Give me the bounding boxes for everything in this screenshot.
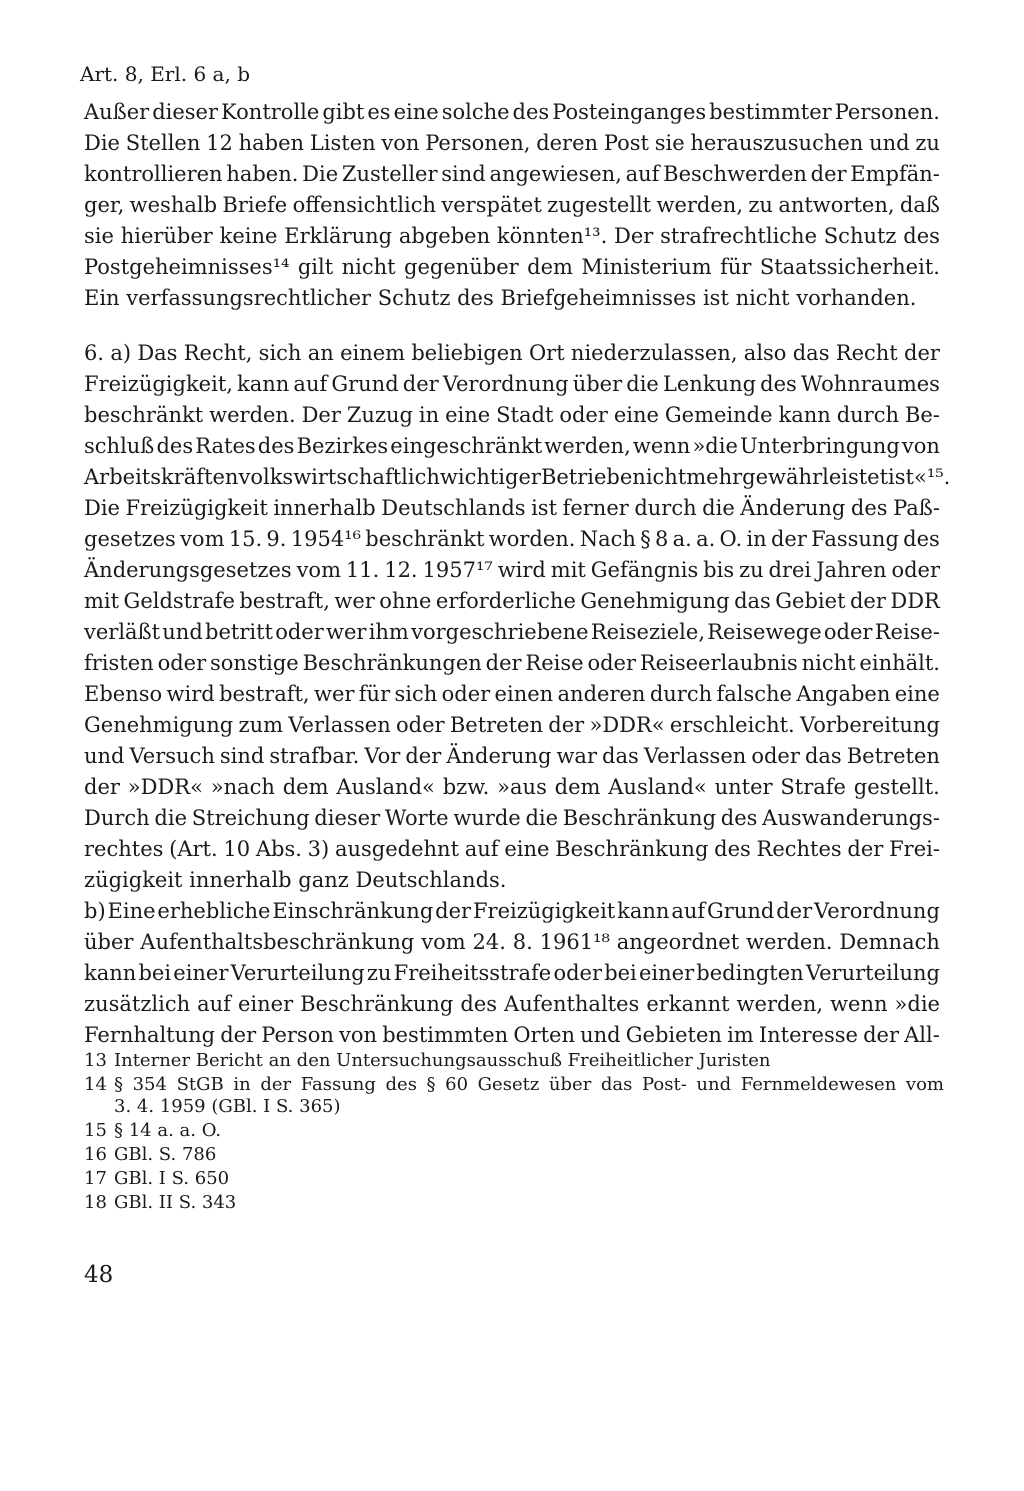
footnote-text: Interner Bericht an den Untersuchungsausschuß Freiheitlicher Juristen xyxy=(114,1050,771,1071)
text-line: zusätzlich auf einer Beschränkung des Aufenthaltes erkannt werden, wenn »die xyxy=(84,992,940,1016)
footnote xyxy=(84,1168,944,1190)
text-line: ger, weshalb Briefe offensichtlich verspätet zugestellt werden, zu antworten, daß xyxy=(84,193,940,217)
text-line: über Aufenthaltsbeschränkung vom 24. 8. 1961¹⁸ angeordnet werden. Demnach xyxy=(84,930,940,954)
page-number: 48 xyxy=(84,1262,114,1288)
footnotes xyxy=(84,1050,944,1216)
text-line: mit Geldstrafe bestraft, wer ohne erforderliche Genehmigung das Gebiet der DDR xyxy=(84,589,940,613)
text-line: Durch die Streichung dieser Worte wurde die Beschränkung des Auswanderungs- xyxy=(84,806,940,830)
text-line: Ein verfassungsrechtlicher Schutz des Briefgeheimnisses ist nicht vorhanden. xyxy=(84,286,917,310)
footnote-number: 16 xyxy=(84,1144,107,1165)
footnote-text: § 14 a. a. O. xyxy=(114,1120,222,1141)
footnote xyxy=(84,1120,944,1142)
footnote xyxy=(84,1144,944,1166)
text-line: Fernhaltung der Person von bestimmten Orten und Gebieten im Interesse der All- xyxy=(84,1023,940,1047)
text-line: Außer dieser Kontrolle gibt es eine solche des Posteinganges bestimmter Personen. xyxy=(84,100,940,124)
text-line: b) Eine erhebliche Einschränkung der Freizügigkeit kann auf Grund der Verordnung xyxy=(84,899,940,923)
footnote-number: 15 xyxy=(84,1120,107,1141)
section-6 xyxy=(84,338,951,1051)
footnote-number: 18 xyxy=(84,1192,107,1213)
text-line: Änderungsgesetzes vom 11. 12. 1957¹⁷ wird mit Gefängnis bis zu drei Jahren oder xyxy=(84,558,940,582)
footnote-text: GBl. II S. 343 xyxy=(114,1192,237,1213)
text-line: 6. a) Das Recht, sich an einem beliebigen Ort niederzulassen, also das Recht der xyxy=(84,341,940,365)
text-line: Arbeitskräften volkswirtschaftlich wichtiger Betriebe nicht mehr gewährleistet ist«¹⁵. xyxy=(84,465,951,489)
footnote-number: 13 xyxy=(84,1050,107,1071)
text-line: zügigkeit innerhalb ganz Deutschlands. xyxy=(84,868,507,892)
footnote-text: 3. 4. 1959 (GBl. I S. 365) xyxy=(114,1096,341,1117)
text-line: und Versuch sind strafbar. Vor der Änderung war das Verlassen oder das Betreten xyxy=(84,744,940,768)
running-head: Art. 8, Erl. 6 a, b xyxy=(80,62,250,86)
lead-paragraph xyxy=(84,97,940,314)
text-line: Postgeheimnisses¹⁴ gilt nicht gegenüber dem Ministerium für Staatssicherheit. xyxy=(84,255,940,279)
footnote-text: GBl. I S. 650 xyxy=(114,1168,230,1189)
text-line: Ebenso wird bestraft, wer für sich oder einen anderen durch falsche Angaben eine xyxy=(84,682,940,706)
footnote xyxy=(84,1050,944,1072)
text-line: sie hierüber keine Erklärung abgeben könnten¹³. Der strafrechtliche Schutz des xyxy=(84,224,940,248)
footnote xyxy=(84,1192,944,1214)
text-line: der »DDR« »nach dem Ausland« bzw. »aus dem Ausland« unter Strafe gestellt. xyxy=(84,775,940,799)
text-line: rechtes (Art. 10 Abs. 3) ausgedehnt auf eine Beschränkung des Rechtes der Frei- xyxy=(84,837,940,861)
text-line: beschränkt werden. Der Zuzug in eine Stadt oder eine Gemeinde kann durch Be- xyxy=(84,403,940,427)
text-line: Die Freizügigkeit innerhalb Deutschlands ist ferner durch die Änderung des Paß- xyxy=(84,496,940,520)
text-line: gesetzes vom 15. 9. 1954¹⁶ beschränkt worden. Nach § 8 a. a. O. in der Fassung des xyxy=(84,527,940,551)
text-line: kontrollieren haben. Die Zusteller sind angewiesen, auf Beschwerden der Empfän- xyxy=(84,162,940,186)
text-line: kann bei einer Verurteilung zu Freiheitsstrafe oder bei einer bedingten Verurteilung xyxy=(84,961,940,985)
footnote-text: § 354 StGB in der Fassung des § 60 Gesetz über das Post- und Fernmeldewesen vom xyxy=(114,1074,944,1095)
text-line: fristen oder sonstige Beschränkungen der Reise oder Reiseerlaubnis nicht einhält. xyxy=(84,651,940,675)
footnote-number: 17 xyxy=(84,1168,107,1189)
text-line: Genehmigung zum Verlassen oder Betreten der »DDR« erschleicht. Vorbereitung xyxy=(84,713,940,737)
text-line: verläßt und betritt oder wer ihm vorgeschriebene Reiseziele, Reisewege oder Reise- xyxy=(84,620,940,644)
footnote xyxy=(84,1074,944,1118)
text-line: Freizügigkeit, kann auf Grund der Verordnung über die Lenkung des Wohnraumes xyxy=(84,372,940,396)
text-line: Die Stellen 12 haben Listen von Personen, deren Post sie herauszusuchen und zu xyxy=(84,131,940,155)
footnote-number: 14 xyxy=(84,1074,107,1095)
text-line: schluß des Rates des Bezirkes eingeschränkt werden, wenn »die Unterbringung von xyxy=(84,434,940,458)
footnote-text: GBl. S. 786 xyxy=(114,1144,217,1165)
